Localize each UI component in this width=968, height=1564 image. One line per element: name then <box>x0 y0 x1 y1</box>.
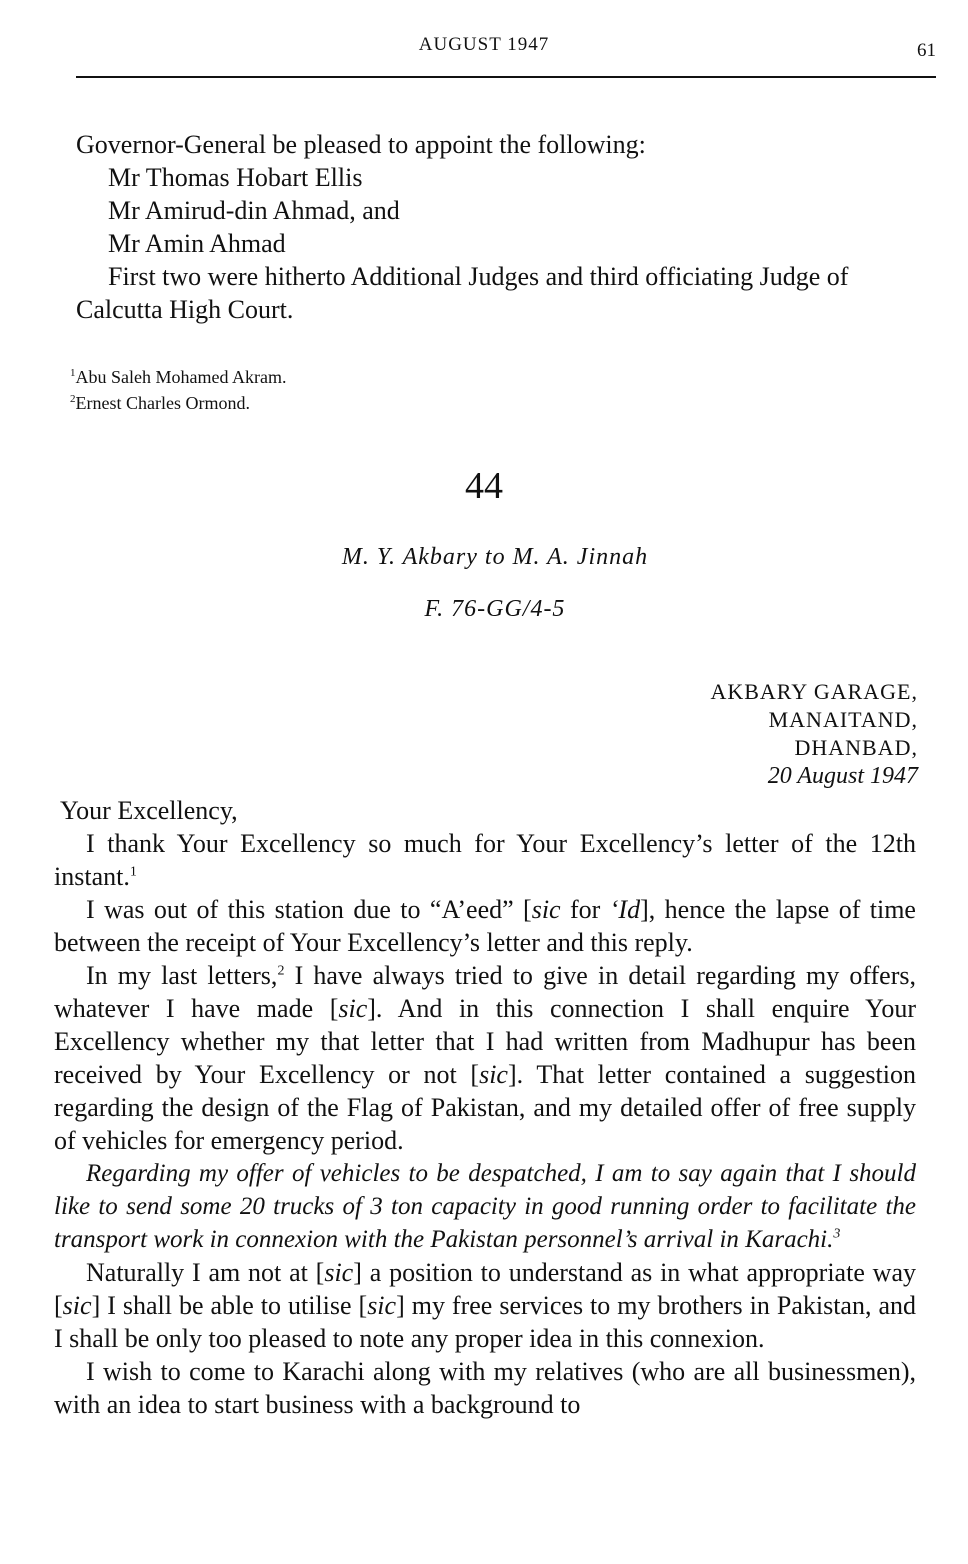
sic-mark: sic <box>62 1291 92 1320</box>
page-number: 61 <box>917 40 936 61</box>
footnote-mark: 1 <box>70 367 76 379</box>
paragraph-text: ] my free services to my brothers in Pakistan, and I shall be only too pleased to note any proper idea in this connexion. <box>54 1291 917 1353</box>
paragraph <box>54 1256 916 1355</box>
address-line: AKBARY GARAGE, <box>710 679 918 704</box>
footnote <box>70 390 286 416</box>
footnote-ref: 2 <box>277 963 285 979</box>
sender-address <box>710 678 918 790</box>
paragraph <box>54 827 916 893</box>
appointee-1: Mr Thomas Hobart Ellis <box>108 163 363 192</box>
footnote-text: Ernest Charles Ormond. <box>75 393 250 413</box>
letter-body <box>54 794 916 1421</box>
paragraph-text: ] I shall be able to utilise [ <box>91 1291 368 1320</box>
salutation: Your Excellency, <box>60 796 238 825</box>
paragraph-text: I thank Your Excellency so much for Your Excellency’s letter of the 12th instant. <box>54 829 916 891</box>
address-line: DHANBAD, <box>794 735 918 760</box>
paragraph-text: ], hence the lapse of time between the receipt of Your Excellency’s letter and this reply. <box>54 895 916 957</box>
id-term: ‘Id <box>609 895 641 924</box>
paragraph: I wish to come to Karachi along with my relatives (who are all businessmen), with an idea to start business with a background to <box>54 1357 916 1419</box>
header-rule <box>76 76 936 78</box>
appointment-lead: Governor-General be pleased to appoint the following: <box>76 130 646 159</box>
footnote-mark: 2 <box>70 393 76 405</box>
paragraph <box>54 893 916 959</box>
sic-mark: sic <box>531 895 561 924</box>
appointment-closing: First two were hitherto Additional Judges and third officiating Judge of Calcutta High Court. <box>76 262 849 324</box>
footnote <box>70 364 286 390</box>
paragraph-text: ]. And in this connection I shall enquire Your Excellency whether my that letter that I had written from Madhupur has been received by Your Excellency or not [ <box>54 994 916 1089</box>
continued-text <box>76 128 936 326</box>
address-line: MANAITAND, <box>768 707 918 732</box>
file-reference: F. 76-GG/4-5 <box>424 596 566 622</box>
footnote-text: Abu Saleh Mohamed Akram. <box>75 367 287 387</box>
paragraph-text: Regarding my offer of vehicles to be despatched, I am to say again that I should like to send some 20 trucks of 3 ton capacity in good running order to facilitate the transport work in connexion with the Pakistan personnel’s arrival in Karachi. <box>54 1160 916 1253</box>
paragraph-text: I was out of this station due to “A’eed” [ <box>86 895 532 924</box>
sic-mark: sic <box>338 994 368 1023</box>
appointee-3: Mr Amin Ahmad <box>108 229 286 258</box>
paragraph-text: for <box>560 895 610 924</box>
sic-mark: sic <box>367 1291 397 1320</box>
letter-date: 20 August 1947 <box>767 763 918 789</box>
paragraph-text: In my last letters, <box>86 961 278 990</box>
footnote-ref: 1 <box>129 864 137 880</box>
paragraph-text: I have always tried to give in detail regarding my offers, whatever I have made [ <box>54 961 916 1023</box>
appointee-2: Mr Amirud-din Ahmad, and <box>108 196 400 225</box>
paragraph-text: ]. That letter contained a suggestion regarding the design of the Flag of Pakistan, and my detailed offer of free supply of vehicles for emergency period. <box>54 1060 916 1155</box>
running-header: AUGUST 1947 <box>418 34 550 55</box>
paragraph <box>54 959 916 1157</box>
footnote-ref: 3 <box>833 1226 841 1242</box>
document-title: M. Y. Akbary to M. A. Jinnah <box>341 544 649 570</box>
paragraph-text: Naturally I am not at [ <box>86 1258 325 1287</box>
sic-mark: sic <box>324 1258 354 1287</box>
sic-mark: sic <box>479 1060 508 1089</box>
document-number: 44 <box>465 465 503 507</box>
paragraph-text: ] a position to understand as in what appropriate way [ <box>54 1258 916 1320</box>
footnotes <box>70 364 286 416</box>
paragraph <box>54 1157 916 1256</box>
